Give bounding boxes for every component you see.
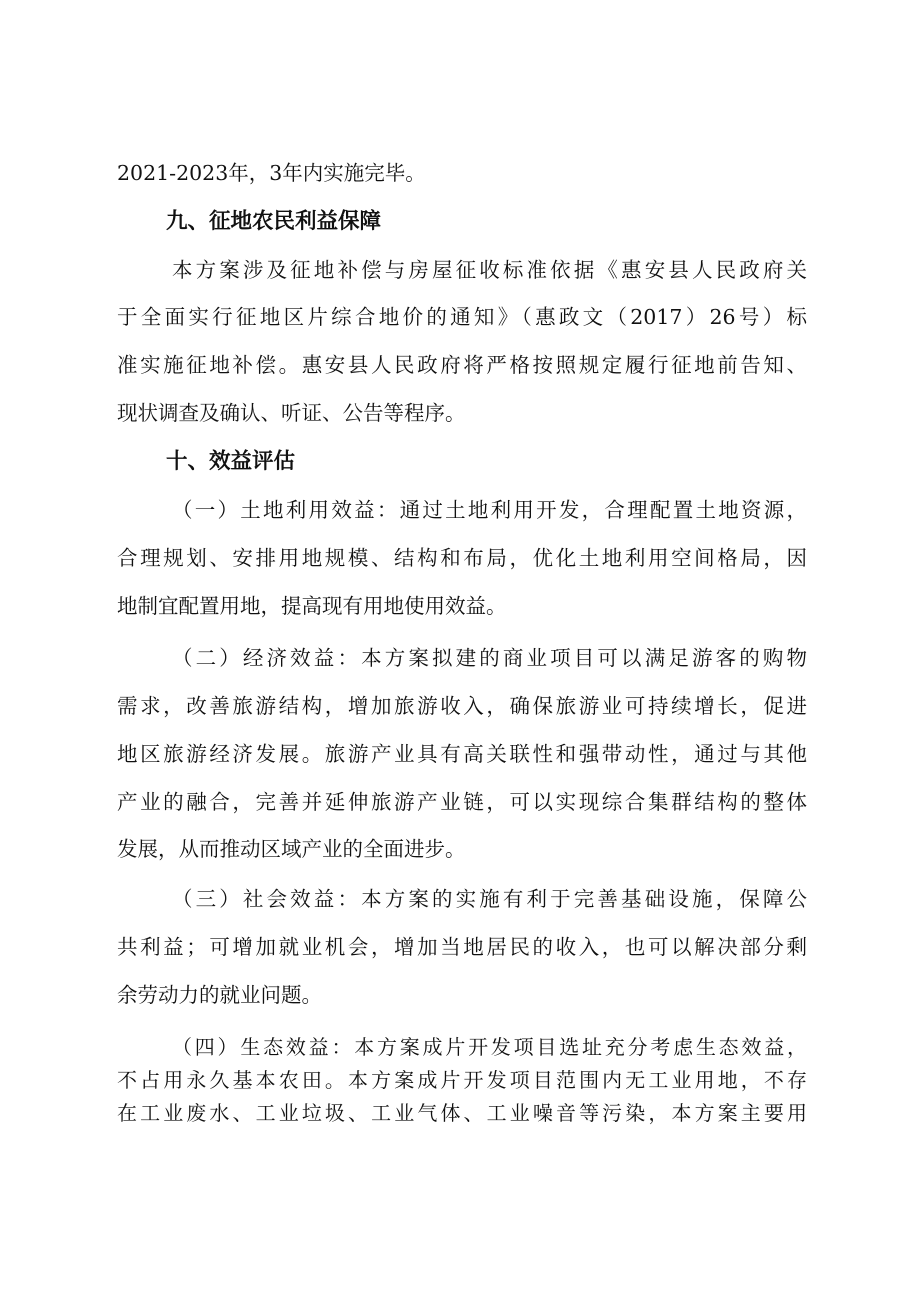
paragraph-line: 产业的融合，完善并延伸旅游产业链，可以实现综合集群结构的整体 bbox=[117, 790, 807, 814]
paragraph-line: （二）经济效益：本方案拟建的商业项目可以满足游客的购物 bbox=[172, 646, 807, 670]
paragraph-line: 共利益；可增加就业机会，增加当地居民的收入，也可以解决部分剩 bbox=[117, 935, 807, 959]
paragraph-line: （四）生态效益：本方案成片开发项目选址充分考虑生态效益， bbox=[172, 1035, 807, 1059]
paragraph-line: 发展，从而推动区域产业的全面进步。 bbox=[117, 837, 466, 861]
section-heading-9: 九、征地农民利益保障 bbox=[166, 209, 382, 234]
paragraph-line: 准实施征地补偿。惠安县人民政府将严格按照规定履行征地前告知、 bbox=[117, 353, 807, 377]
paragraph-line: 需求，改善旅游结构，增加旅游收入，确保旅游业可持续增长，促进 bbox=[117, 694, 807, 718]
paragraph-line: 不占用永久基本农田。本方案成片开发项目范围内无工业用地，不存 bbox=[117, 1068, 807, 1092]
paragraph-line: 在工业废水、工业垃圾、工业气体、工业噪音等污染，本方案主要用 bbox=[117, 1101, 807, 1125]
paragraph-line: 合理规划、安排用地规模、结构和布局，优化土地利用空间格局，因 bbox=[117, 546, 807, 570]
paragraph-line: 现状调查及确认、听证、公告等程序。 bbox=[117, 401, 466, 425]
paragraph-line: （三）社会效益：本方案的实施有利于完善基础设施，保障公 bbox=[172, 887, 807, 911]
paragraph-line: 地区旅游经济发展。旅游产业具有高关联性和强带动性，通过与其他 bbox=[117, 742, 807, 766]
paragraph-line: 余劳动力的就业问题。 bbox=[117, 983, 322, 1007]
paragraph-line: 本方案涉及征地补偿与房屋征收标准依据《惠安县人民政府关 bbox=[172, 258, 807, 282]
paragraph-line: 地制宜配置用地，提高现有用地使用效益。 bbox=[117, 594, 507, 618]
paragraph-line: 于全面实行征地区片综合地价的通知》（惠政文（2017）26号）标 bbox=[117, 305, 807, 329]
section-heading-10: 十、效益评估 bbox=[166, 449, 296, 474]
paragraph-line: 2021-2023年，3年内实施完毕。 bbox=[117, 161, 426, 185]
paragraph-line: （一）土地利用效益：通过土地利用开发，合理配置土地资源， bbox=[172, 498, 807, 522]
